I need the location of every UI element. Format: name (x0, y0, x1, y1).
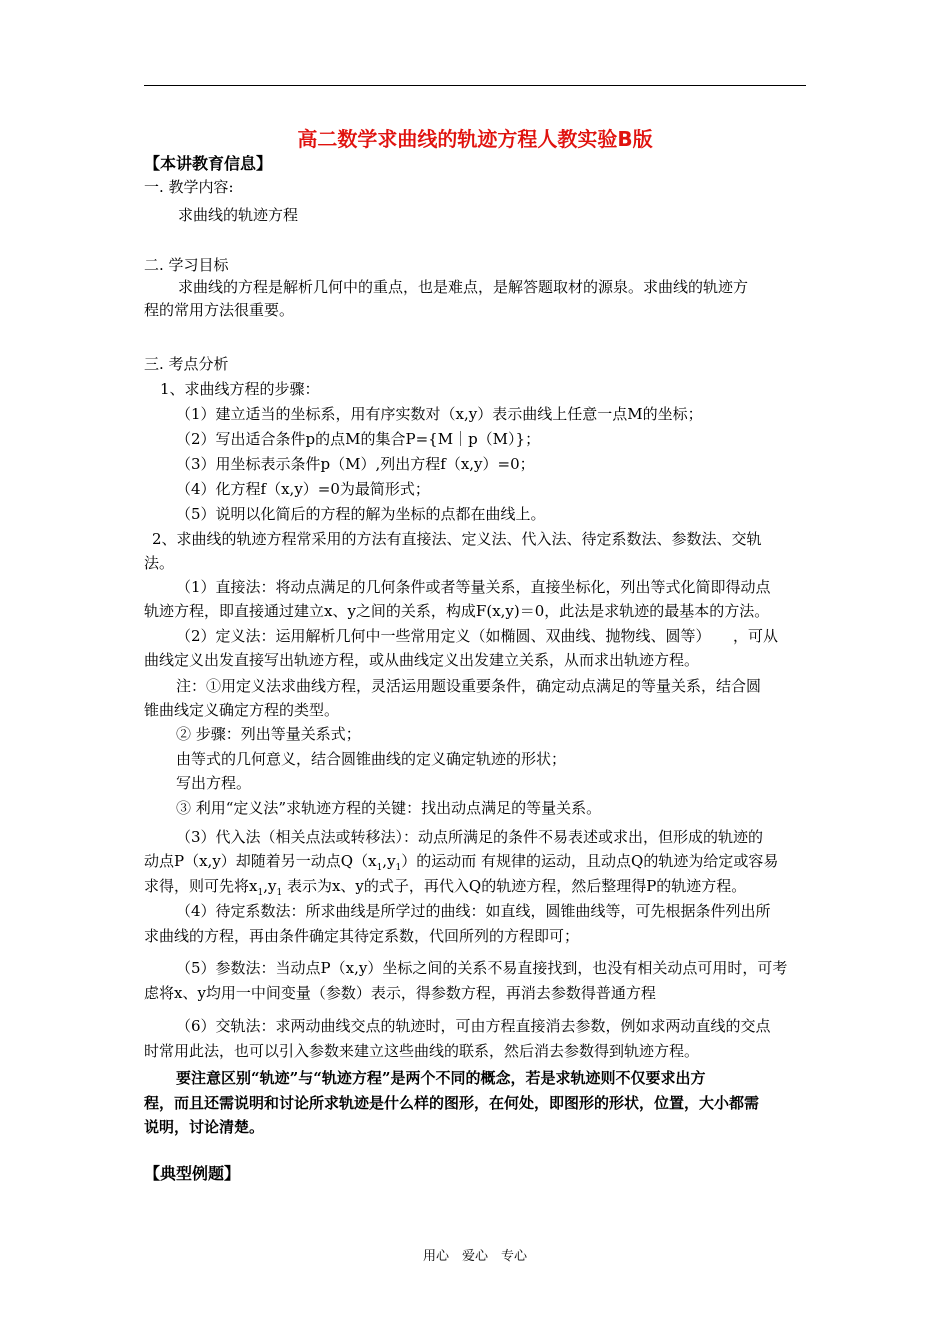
method4-line2: 求曲线的方程，再由条件确定其待定系数，代回所列的方程即可； (144, 927, 580, 945)
method6-line1: （6）交轨法：求两动曲线交点的轨迹时，可由方程直接消去参数，例如求两动直线的交点 (176, 1017, 771, 1035)
s2-heading: 二. 学习目标 (144, 256, 229, 274)
document-title: 高二数学求曲线的轨迹方程人教实验B版 (297, 127, 653, 151)
s3-heading: 三. 考点分析 (144, 355, 229, 373)
s1-heading: 一. 教学内容: (144, 178, 234, 196)
emphasis-line1: 要注意区别“轨迹”与“轨迹方程”是两个不同的概念，若是求轨迹则不仅要求出方 (176, 1069, 706, 1087)
note-geometry: 由等式的几何意义，结合圆锥曲线的定义确定轨迹的形状； (176, 750, 567, 768)
note-write: 写出方程。 (176, 774, 252, 792)
s1-body: 求曲线的轨迹方程 (178, 206, 299, 224)
step-2: （2）写出适合条件p的点M的集合P={M｜p（M）}； (176, 430, 541, 448)
method3-line3: 求得，则可先将$x_1,y_1$ 表示为x、y的式子，再代入Q的轨迹方程，然后整理得P的轨迹方程。 (144, 877, 747, 898)
method2-line1: （2）定义法：运用解析几何中一些常用定义（如椭圆、双曲线、抛物线、圆等） ，可从 (176, 627, 779, 645)
p2-line1: 2、求曲线的轨迹方程常采用的方法有直接法、定义法、代入法、待定系数法、参数法、交轨 (152, 530, 762, 548)
step-3: （3）用坐标表示条件p（M）,列出方程f（x,y）=0； (176, 455, 535, 473)
p2-line2: 法。 (144, 554, 175, 572)
s2-body-line2: 程的常用方法很重要。 (144, 301, 295, 319)
s2-body-line1: 求曲线的方程是解析几何中的重点，也是难点，是解答题取材的源泉。求曲线的轨迹方 (178, 278, 749, 296)
method6-line2: 时常用此法，也可以引入参数来建立这些曲线的联系，然后消去参数得到轨迹方程。 (144, 1042, 700, 1060)
method1-line1: （1）直接法：将动点满足的几何条件或者等量关系，直接坐标化，列出等式化简即得动点 (176, 578, 771, 596)
method3-line2: 动点P（x,y）却随着另一动点$Q(x_1,y_1)$的运动而 有规律的运动，且动点Q的轨迹为给定或容易 (144, 852, 779, 873)
note-step: ② 步骤：列出等量关系式； (176, 725, 361, 743)
page-footer: 用心 爱心 专心 (422, 1249, 527, 1264)
p1-heading: 1、求曲线方程的步骤： (160, 380, 320, 398)
section-examples-heading: 【典型例题】 (144, 1164, 241, 1183)
header-rule (144, 85, 806, 86)
emphasis-line3: 说明，讨论清楚。 (144, 1118, 265, 1136)
step-4: （4）化方程f（x,y）=0为最简形式； (176, 480, 430, 498)
method5-line1: （5）参数法：当动点P（x,y）坐标之间的关系不易直接找到，也没有相关动点可用时，可考 (176, 959, 788, 977)
method2-line2: 曲线定义出发直接写出轨迹方程，或从曲线定义出发建立关系，从而求出轨迹方程。 (144, 651, 700, 669)
method3-line1: （3）代入法（相关点法或转移法）：动点所满足的条件不易表述或求出，但形成的轨迹的 (176, 828, 764, 846)
section-info-heading: 【本讲教育信息】 (144, 154, 273, 173)
note-line2: 锥曲线定义确定方程的类型。 (144, 701, 340, 719)
note-key: ③ 利用“定义法”求轨迹方程的关键：找出动点满足的等量关系。 (176, 799, 602, 817)
emphasis-line2: 程，而且还需说明和讨论所求轨迹是什么样的图形，在何处，即图形的形状，位置，大小都需 (144, 1094, 760, 1112)
step-1: （1）建立适当的坐标系，用有序实数对（x,y）表示曲线上任意一点M的坐标； (176, 405, 703, 423)
note-line1: 注：①用定义法求曲线方程，灵活运用题设重要条件，确定动点满足的等量关系，结合圆 (176, 677, 762, 695)
method5-line2: 虑将x、y均用一中间变量（参数）表示，得参数方程，再消去参数得普通方程 (144, 984, 656, 1002)
method1-line2: 轨迹方程，即直接通过建立x、y之间的关系，构成F(x,y)＝0，此法是求轨迹的最基本的方法。 (144, 602, 770, 620)
method4-line1: （4）待定系数法：所求曲线是所学过的曲线：如直线，圆锥曲线等，可先根据条件列出所 (176, 902, 771, 920)
step-5: （5）说明以化简后的方程的解为坐标的点都在曲线上。 (176, 505, 546, 523)
